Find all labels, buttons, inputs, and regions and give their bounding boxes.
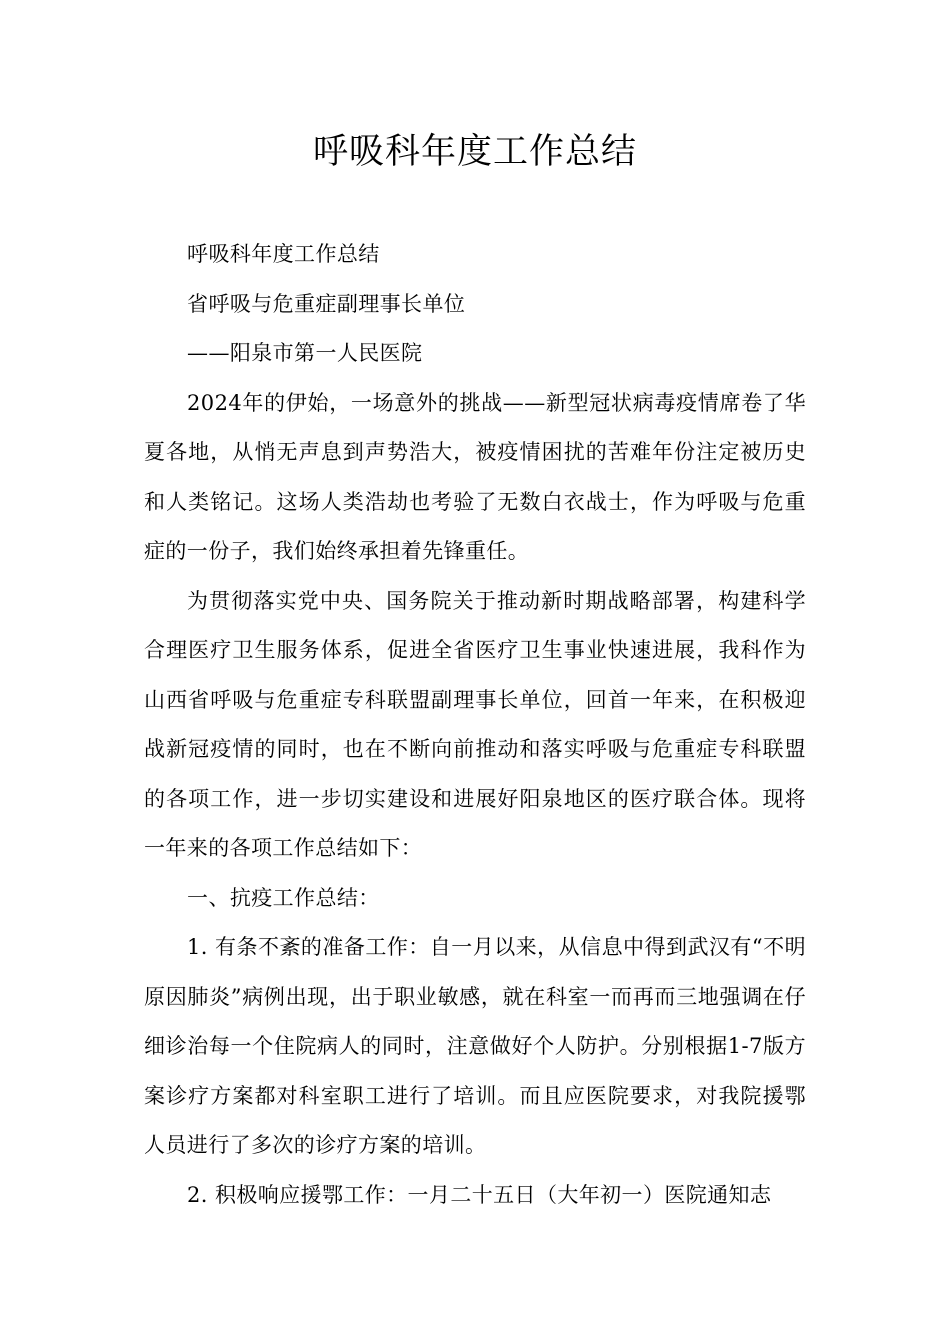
section-heading-antiepidemic: 一、抗疫工作总结： <box>187 885 380 910</box>
paragraph-subtitle: 呼吸科年度工作总结 <box>187 242 380 266</box>
paragraph-intro: 2024年的伊始，一场意外的挑战——新型冠状病毒疫情席卷了华夏各地，从悄无声息到声势浩大，被疫情困扰的苦难年份注定被历史和人类铭记。这场人类浩劫也考验了无数白衣战士，作为呼吸与危重症的一份子，我们始终承担着先锋重任。 <box>144 390 806 563</box>
paragraph-hospital: ——阳泉市第一人民医院 <box>187 341 423 365</box>
document-title: 呼吸科年度工作总结 <box>312 132 637 172</box>
document-body <box>144 230 806 1220</box>
paragraph-item-2: 2. 积极响应援鄂工作：一月二十五日（大年初一）医院通知志 <box>187 1182 772 1207</box>
paragraph-unit: 省呼吸与危重症副理事长单位 <box>187 291 466 316</box>
paragraph-context: 为贯彻落实党中央、国务院关于推动新时期战略部署，构建科学合理医疗卫生服务体系，促进全省医疗卫生事业快速进展，我科作为山西省呼吸与危重症专科联盟副理事长单位，回首一年来，在积极迎战新冠疫情的同时，也在不断向前推动和落实呼吸与危重症专科联盟的各项工作，进一步切实建设和进展好阳泉地区的医疗联合体。现将一年来的各项工作总结如下： <box>144 588 806 860</box>
paragraph-item-1: 1. 有条不紊的准备工作：自一月以来，从信息中得到武汉有“不明原因肺炎”病例出现，出于职业敏感，就在科室一而再而三地强调在仔细诊治每一个住院病人的同时，注意做好个人防护。分别根据1-7版方案诊疗方案都对科室职工进行了培训。而且应医院要求，对我院援鄂人员进行了多次的诊疗方案的培训。 <box>144 935 806 1157</box>
